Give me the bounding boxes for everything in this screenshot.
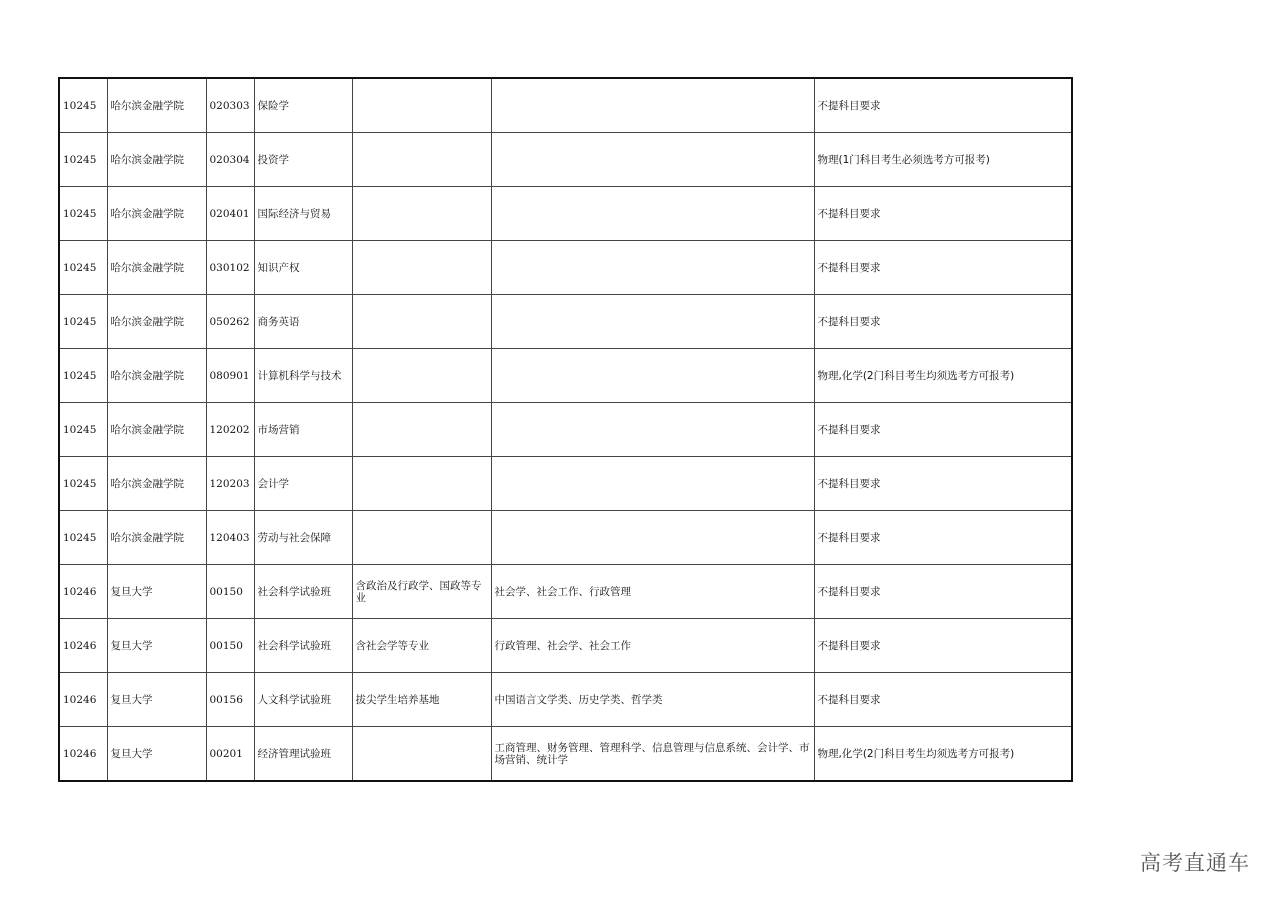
included-majors-cell	[352, 511, 491, 565]
included-majors-cell	[352, 295, 491, 349]
major-directions-cell	[491, 349, 814, 403]
school-code-cell: 10245	[59, 349, 107, 403]
included-majors-cell: 含社会学等专业	[352, 619, 491, 673]
major-name-cell: 知识产权	[254, 241, 352, 295]
major-code-cell: 050262	[206, 295, 254, 349]
school-code-cell: 10245	[59, 403, 107, 457]
subject-requirement-cell: 不提科目要求	[814, 619, 1072, 673]
included-majors-cell	[352, 241, 491, 295]
table-row	[59, 187, 1072, 241]
school-code-cell: 10246	[59, 727, 107, 782]
admission-table	[58, 77, 1073, 782]
major-code-cell: 080901	[206, 349, 254, 403]
major-code-cell: 120203	[206, 457, 254, 511]
included-majors-cell	[352, 349, 491, 403]
major-name-cell: 会计学	[254, 457, 352, 511]
school-name-cell: 哈尔滨金融学院	[107, 133, 206, 187]
school-code-cell: 10246	[59, 619, 107, 673]
major-code-cell: 030102	[206, 241, 254, 295]
subject-requirement-cell: 不提科目要求	[814, 457, 1072, 511]
table-row	[59, 673, 1072, 727]
school-name-cell: 哈尔滨金融学院	[107, 457, 206, 511]
major-code-cell: 00201	[206, 727, 254, 782]
school-code-cell: 10245	[59, 78, 107, 133]
major-directions-cell	[491, 241, 814, 295]
subject-requirement-cell: 不提科目要求	[814, 565, 1072, 619]
major-code-cell: 120202	[206, 403, 254, 457]
school-code-cell: 10245	[59, 241, 107, 295]
major-code-cell: 020401	[206, 187, 254, 241]
subject-requirement-cell: 不提科目要求	[814, 78, 1072, 133]
subject-requirement-cell: 物理(1门科目考生必须选考方可报考)	[814, 133, 1072, 187]
major-code-cell: 020304	[206, 133, 254, 187]
school-code-cell: 10245	[59, 295, 107, 349]
table-row	[59, 511, 1072, 565]
table-row	[59, 295, 1072, 349]
subject-requirement-cell: 不提科目要求	[814, 511, 1072, 565]
subject-requirement-cell: 物理,化学(2门科目考生均须选考方可报考)	[814, 349, 1072, 403]
table-row	[59, 403, 1072, 457]
included-majors-cell	[352, 403, 491, 457]
major-code-cell: 00156	[206, 673, 254, 727]
major-code-cell: 00150	[206, 565, 254, 619]
major-name-cell: 国际经济与贸易	[254, 187, 352, 241]
table-row	[59, 565, 1072, 619]
watermark-text: 高考直通车	[1140, 851, 1250, 875]
major-directions-cell	[491, 78, 814, 133]
included-majors-cell: 含政治及行政学、国政等专业	[352, 565, 491, 619]
major-name-cell: 社会科学试验班	[254, 619, 352, 673]
major-name-cell: 人文科学试验班	[254, 673, 352, 727]
major-directions-cell	[491, 457, 814, 511]
included-majors-cell	[352, 187, 491, 241]
major-code-cell: 00150	[206, 619, 254, 673]
included-majors-cell	[352, 727, 491, 782]
school-code-cell: 10246	[59, 673, 107, 727]
subject-requirement-cell: 不提科目要求	[814, 241, 1072, 295]
included-majors-cell	[352, 78, 491, 133]
major-directions-cell	[491, 403, 814, 457]
major-directions-cell: 社会学、社会工作、行政管理	[491, 565, 814, 619]
included-majors-cell: 拔尖学生培养基地	[352, 673, 491, 727]
subject-requirement-cell: 物理,化学(2门科目考生均须选考方可报考)	[814, 727, 1072, 782]
school-name-cell: 哈尔滨金融学院	[107, 241, 206, 295]
subject-requirement-cell: 不提科目要求	[814, 403, 1072, 457]
subject-requirement-cell: 不提科目要求	[814, 295, 1072, 349]
table-row	[59, 727, 1072, 782]
school-name-cell: 哈尔滨金融学院	[107, 349, 206, 403]
table-body	[59, 78, 1072, 781]
included-majors-cell	[352, 133, 491, 187]
major-name-cell: 商务英语	[254, 295, 352, 349]
major-name-cell: 保险学	[254, 78, 352, 133]
school-code-cell: 10245	[59, 133, 107, 187]
major-directions-cell	[491, 187, 814, 241]
table-row	[59, 349, 1072, 403]
major-directions-cell	[491, 133, 814, 187]
school-name-cell: 哈尔滨金融学院	[107, 511, 206, 565]
major-directions-cell	[491, 295, 814, 349]
major-name-cell: 劳动与社会保障	[254, 511, 352, 565]
major-name-cell: 社会科学试验班	[254, 565, 352, 619]
school-name-cell: 哈尔滨金融学院	[107, 187, 206, 241]
school-code-cell: 10246	[59, 565, 107, 619]
school-name-cell: 复旦大学	[107, 727, 206, 782]
school-name-cell: 复旦大学	[107, 673, 206, 727]
major-directions-cell: 工商管理、财务管理、管理科学、信息管理与信息系统、会计学、市场营销、统计学	[491, 727, 814, 782]
major-name-cell: 投资学	[254, 133, 352, 187]
major-directions-cell	[491, 511, 814, 565]
major-directions-cell: 中国语言文学类、历史学类、哲学类	[491, 673, 814, 727]
admission-table-container	[58, 77, 1073, 782]
school-name-cell: 哈尔滨金融学院	[107, 403, 206, 457]
school-name-cell: 复旦大学	[107, 565, 206, 619]
major-code-cell: 120403	[206, 511, 254, 565]
school-code-cell: 10245	[59, 187, 107, 241]
table-row	[59, 78, 1072, 133]
major-directions-cell: 行政管理、社会学、社会工作	[491, 619, 814, 673]
school-code-cell: 10245	[59, 511, 107, 565]
major-name-cell: 市场营销	[254, 403, 352, 457]
subject-requirement-cell: 不提科目要求	[814, 673, 1072, 727]
school-code-cell: 10245	[59, 457, 107, 511]
subject-requirement-cell: 不提科目要求	[814, 187, 1072, 241]
table-row	[59, 619, 1072, 673]
major-code-cell: 020303	[206, 78, 254, 133]
school-name-cell: 复旦大学	[107, 619, 206, 673]
major-name-cell: 经济管理试验班	[254, 727, 352, 782]
table-row	[59, 241, 1072, 295]
school-name-cell: 哈尔滨金融学院	[107, 295, 206, 349]
table-row	[59, 133, 1072, 187]
school-name-cell: 哈尔滨金融学院	[107, 78, 206, 133]
table-row	[59, 457, 1072, 511]
major-name-cell: 计算机科学与技术	[254, 349, 352, 403]
included-majors-cell	[352, 457, 491, 511]
